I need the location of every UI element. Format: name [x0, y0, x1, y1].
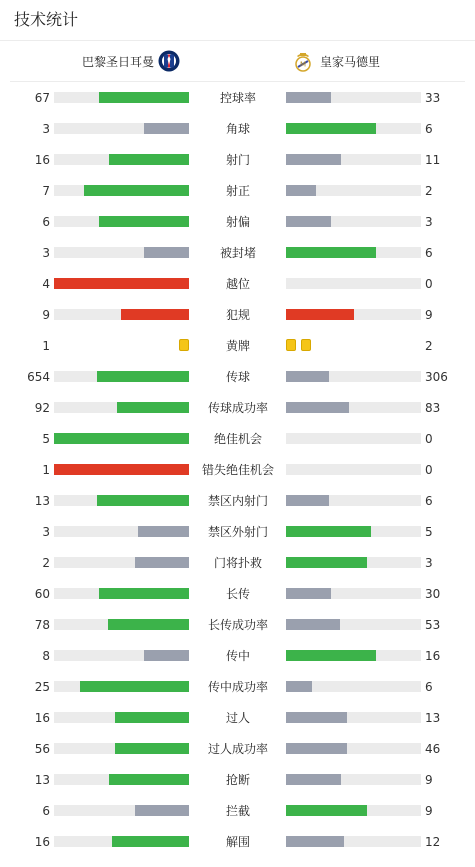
stat-row: [0, 681, 475, 712]
away-stat-bar: [286, 216, 421, 227]
away-stat-bar: [286, 433, 421, 444]
stat-row: [0, 557, 475, 588]
home-stat-value: 6: [42, 215, 50, 229]
home-stat-value: 7: [42, 184, 50, 198]
stat-row: [0, 185, 475, 216]
home-stat-value: 67: [34, 91, 50, 105]
stat-row: [0, 619, 475, 650]
home-stat-bar-fill: [99, 92, 189, 103]
home-stat-bar-fill: [135, 805, 189, 816]
away-team-name: 皇家马德里: [320, 54, 381, 69]
away-stat-bar-fill: [286, 774, 341, 785]
stat-label: 射门: [225, 153, 250, 167]
stat-label: 射偏: [225, 215, 250, 229]
home-stat-bar: [54, 278, 189, 289]
stat-label: 控球率: [219, 91, 256, 105]
stat-row: [0, 247, 475, 278]
stat-label: 射正: [225, 184, 250, 198]
home-stat-bar: [54, 557, 189, 568]
away-stat-bar: [286, 557, 421, 568]
away-stat-value: 33: [425, 91, 441, 105]
home-stat-bar: [54, 681, 189, 692]
page-header: [0, 0, 475, 41]
away-team[interactable]: [292, 50, 380, 72]
home-stat-bar-fill: [115, 743, 189, 754]
stat-row: [0, 92, 475, 123]
stat-label: 拦截: [225, 804, 250, 818]
stat-label: 传中: [225, 649, 250, 663]
away-stat-value: 3: [425, 215, 433, 229]
home-stat-bar: [54, 154, 189, 165]
stat-row: [0, 836, 475, 867]
away-stat-bar: [286, 681, 421, 692]
away-stat-value: 2: [425, 184, 433, 198]
away-stat-bar-fill: [286, 402, 349, 413]
away-stat-bar-fill: [286, 588, 331, 599]
away-stat-bar: [286, 278, 421, 289]
away-stat-value: 83: [425, 401, 441, 415]
away-stat-bar-fill: [286, 154, 341, 165]
home-stat-bar-fill: [97, 495, 189, 506]
home-stat-bar: [54, 805, 189, 816]
away-stat-bar-fill: [286, 185, 316, 196]
away-stat-bar-fill: [286, 309, 354, 320]
stat-row: [0, 216, 475, 247]
stat-row: [0, 588, 475, 619]
home-stat-bar: [54, 464, 189, 475]
away-stat-value: 6: [425, 246, 433, 260]
stat-row: [0, 743, 475, 774]
away-stat-bar-fill: [286, 805, 367, 816]
stat-label: 长传: [225, 587, 250, 601]
home-stat-bar-fill: [99, 588, 189, 599]
away-stat-value: 0: [425, 432, 433, 446]
away-stat-value: 3: [425, 556, 433, 570]
away-stat-bar: [286, 650, 421, 661]
teams-bar: [10, 41, 465, 82]
away-stat-bar: [286, 92, 421, 103]
home-stat-bar: [54, 588, 189, 599]
stat-label: 门将扑救: [213, 556, 262, 570]
stat-label: 解围: [225, 835, 250, 849]
yellow-card-icon: [301, 339, 311, 351]
stat-label: 过人: [225, 711, 250, 725]
stat-row: [0, 402, 475, 433]
home-stat-value: 78: [34, 618, 50, 632]
home-stat-value: 6: [42, 804, 50, 818]
home-stat-value: 16: [34, 835, 50, 849]
home-stat-value: 4: [42, 277, 50, 291]
stat-label: 角球: [225, 122, 250, 136]
home-stat-bar: [54, 619, 189, 630]
away-stat-value: 306: [425, 370, 448, 384]
home-stat-bar-fill: [144, 247, 189, 258]
away-stat-bar-fill: [286, 743, 347, 754]
away-stat-bar: [286, 402, 421, 413]
home-stat-value: 60: [34, 587, 50, 601]
stat-row: [0, 123, 475, 154]
home-stat-value: 13: [34, 494, 50, 508]
away-stat-bar-fill: [286, 216, 331, 227]
away-stat-value: 11: [425, 153, 441, 167]
away-stat-value: 5: [425, 525, 433, 539]
away-stat-bar-fill: [286, 495, 329, 506]
away-stat-bar-fill: [286, 836, 344, 847]
home-stat-bar: [54, 247, 189, 258]
stat-row: [0, 309, 475, 340]
home-stat-bar: [54, 123, 189, 134]
home-stat-value: 92: [34, 401, 50, 415]
away-stat-value: 9: [425, 773, 433, 787]
away-stat-bar: [286, 805, 421, 816]
home-stat-bar: [54, 712, 189, 723]
away-stat-bar-fill: [286, 371, 329, 382]
away-stat-bar: [286, 185, 421, 196]
home-stat-value: 16: [34, 711, 50, 725]
away-stat-value: 6: [425, 680, 433, 694]
home-stat-bar: [54, 743, 189, 754]
away-stat-value: 9: [425, 804, 433, 818]
away-stat-bar-fill: [286, 557, 367, 568]
home-stat-bar: [54, 650, 189, 661]
stat-row: [0, 805, 475, 836]
away-stat-bar: [286, 619, 421, 630]
home-stat-bar-fill: [112, 836, 189, 847]
away-stat-value: 30: [425, 587, 441, 601]
stat-label: 传中成功率: [207, 680, 268, 694]
home-stat-value: 25: [34, 680, 50, 694]
stat-label: 长传成功率: [207, 618, 268, 632]
home-stat-value: 654: [27, 370, 50, 384]
away-stat-bar: [286, 464, 421, 475]
away-stat-value: 46: [425, 742, 441, 756]
stat-row: [0, 495, 475, 526]
home-stat-bar: [54, 836, 189, 847]
home-stat-bar-fill: [54, 278, 189, 289]
home-stat-value: 3: [42, 122, 50, 136]
home-stat-bar-fill: [115, 712, 189, 723]
away-stat-value: 0: [425, 463, 433, 477]
stat-label: 抢断: [225, 773, 250, 787]
away-stat-value: 16: [425, 649, 441, 663]
stat-label: 禁区外射门: [207, 525, 268, 539]
home-stat-bar: [54, 216, 189, 227]
stat-row: [0, 712, 475, 743]
home-stat-value: 16: [34, 153, 50, 167]
yellow-card-icon: [286, 339, 296, 351]
home-stat-bar: [54, 402, 189, 413]
stat-label: 错失绝佳机会: [201, 463, 274, 477]
home-stat-bar-fill: [135, 557, 189, 568]
stat-row: [0, 774, 475, 805]
real-madrid-crest-icon: [292, 50, 314, 72]
home-stat-value: 5: [42, 432, 50, 446]
home-stat-bar: [54, 433, 189, 444]
away-stat-value: 13: [425, 711, 441, 725]
home-stat-bar: [54, 774, 189, 785]
psg-crest-icon: [158, 50, 180, 72]
stat-row: [0, 278, 475, 309]
away-stat-bar: [286, 495, 421, 506]
stat-row: [0, 340, 475, 371]
home-stat-bar-fill: [80, 681, 189, 692]
stat-row: [0, 154, 475, 185]
away-stat-bar: [286, 588, 421, 599]
home-stat-bar: [54, 92, 189, 103]
away-stat-bar-fill: [286, 92, 331, 103]
away-stat-bar: [286, 371, 421, 382]
home-stat-bar-fill: [84, 185, 189, 196]
home-stat-value: 9: [42, 308, 50, 322]
home-stat-bar-fill: [109, 774, 189, 785]
home-stat-bar: [54, 371, 189, 382]
away-stat-bar-fill: [286, 650, 376, 661]
stat-row: [0, 433, 475, 464]
home-stat-bar: [54, 526, 189, 537]
stat-label: 越位: [225, 277, 250, 291]
home-stat-value: 56: [34, 742, 50, 756]
stat-label: 传球成功率: [207, 401, 268, 415]
away-stat-bar: [286, 123, 421, 134]
stat-row: [0, 650, 475, 681]
home-stat-value: 8: [42, 649, 50, 663]
away-stat-bar: [286, 247, 421, 258]
home-stat-value: 3: [42, 246, 50, 260]
home-team[interactable]: [82, 50, 180, 72]
away-stat-value: 2: [425, 339, 433, 353]
stat-label: 禁区内射门: [207, 494, 268, 508]
away-stat-bar-fill: [286, 619, 340, 630]
home-stat-bar-fill: [108, 619, 189, 630]
away-stat-bar-fill: [286, 247, 376, 258]
home-stat-bar-fill: [144, 650, 189, 661]
stat-label: 绝佳机会: [213, 432, 262, 446]
home-stat-bar: [54, 495, 189, 506]
away-stat-bar: [286, 154, 421, 165]
home-stat-bar-fill: [144, 123, 189, 134]
away-stat-value: 9: [425, 308, 433, 322]
home-stat-bar-fill: [138, 526, 189, 537]
away-stat-bar-fill: [286, 123, 376, 134]
home-stat-bar-fill: [109, 154, 189, 165]
home-stat-value: 1: [42, 339, 50, 353]
stat-label: 犯规: [225, 308, 250, 322]
home-stat-value: 2: [42, 556, 50, 570]
home-stat-bar-fill: [54, 464, 189, 475]
away-stat-bar: [286, 743, 421, 754]
home-stat-value: 13: [34, 773, 50, 787]
away-stat-bar: [286, 309, 421, 320]
away-stat-value: 0: [425, 277, 433, 291]
stat-label: 黄牌: [225, 339, 250, 353]
home-stat-bar-fill: [97, 371, 189, 382]
away-stat-value: 53: [425, 618, 441, 632]
home-stat-value: 1: [42, 463, 50, 477]
home-stat-bar: [54, 309, 189, 320]
home-stat-bar: [54, 185, 189, 196]
home-stat-bar-fill: [54, 433, 189, 444]
svg-text:M: M: [299, 60, 307, 69]
home-team-name: 巴黎圣日耳曼: [81, 54, 154, 69]
away-stat-value: 12: [425, 835, 441, 849]
away-stat-bar-fill: [286, 712, 347, 723]
home-stat-bar-fill: [117, 402, 189, 413]
away-stat-bar-fill: [286, 681, 312, 692]
away-stat-bar: [286, 836, 421, 847]
stat-row: [0, 526, 475, 557]
page-title: 技术统计: [14, 10, 79, 29]
stat-label: 被封堵: [219, 246, 256, 260]
home-stat-value: 3: [42, 525, 50, 539]
stat-row: [0, 464, 475, 495]
away-stat-bar: [286, 712, 421, 723]
away-stat-value: 6: [425, 494, 433, 508]
stat-row: [0, 371, 475, 402]
home-stat-bar-fill: [121, 309, 189, 320]
home-stat-bar-fill: [99, 216, 189, 227]
stat-label: 过人成功率: [207, 742, 268, 756]
away-stat-bar: [286, 774, 421, 785]
away-stat-value: 6: [425, 122, 433, 136]
stat-label: 传球: [225, 370, 250, 384]
yellow-card-icon: [179, 339, 189, 351]
away-stat-bar-fill: [286, 526, 371, 537]
away-stat-bar: [286, 526, 421, 537]
